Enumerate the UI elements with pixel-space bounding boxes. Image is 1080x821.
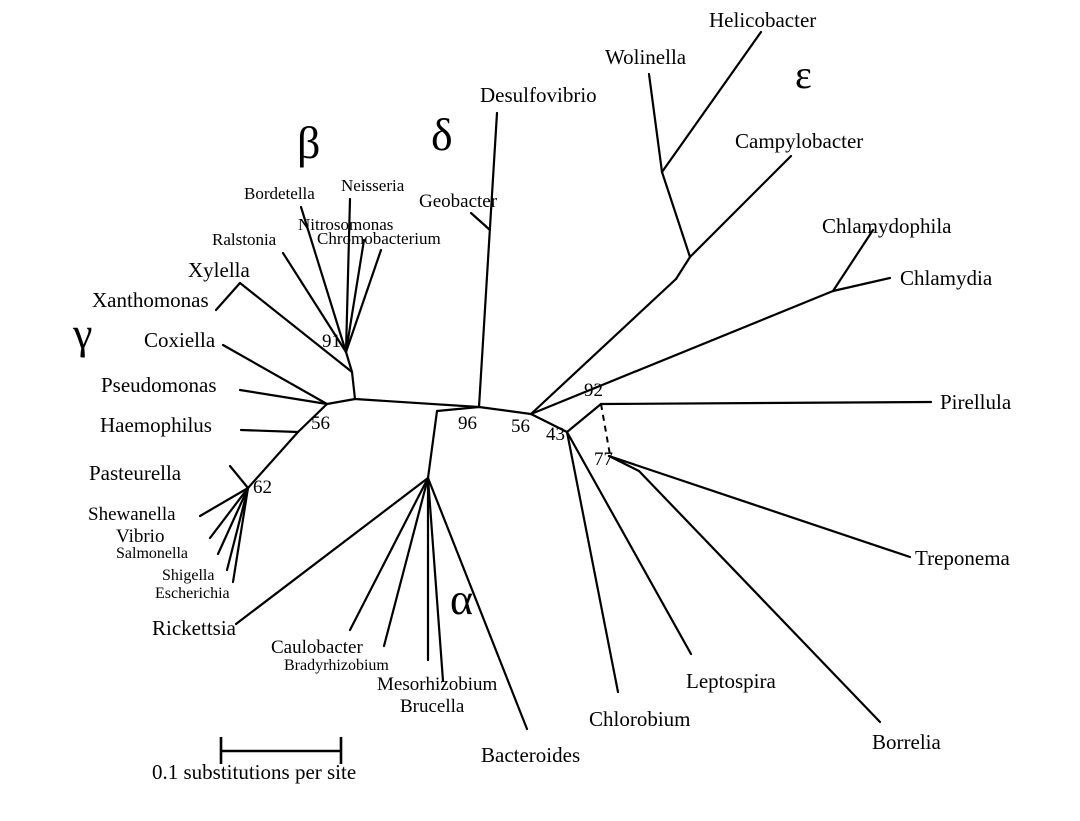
taxon-label-bordetella: Bordetella: [244, 184, 315, 203]
taxon-label-xanthomonas: Xanthomonas: [92, 288, 209, 312]
branch-desulfovibrio: [479, 113, 497, 407]
taxon-label-coxiella: Coxiella: [144, 328, 216, 352]
branch-dashed-92-to-77: [601, 404, 610, 455]
branch-pirellula: [601, 402, 931, 404]
branch-xanthomonas: [216, 283, 240, 310]
taxon-label-pirellula: Pirellula: [940, 390, 1012, 414]
branch-center-right: [479, 407, 531, 414]
taxon-label-caulobacter: Caulobacter: [271, 637, 363, 658]
taxon-label-vibrio: Vibrio: [116, 526, 165, 547]
taxon-label-treponema: Treponema: [915, 546, 1010, 570]
branch-chromobacterium: [346, 250, 381, 352]
taxon-label-pasteurella: Pasteurella: [89, 461, 182, 485]
branch-campylobacter: [690, 156, 791, 257]
branch-rickettsia: [236, 478, 428, 624]
taxon-label-leptospira: Leptospira: [686, 669, 776, 693]
branch-geobacter: [471, 213, 490, 230]
scale-bar-label: 0.1 substitutions per site: [152, 760, 357, 784]
taxon-label-bacteroides: Bacteroides: [481, 743, 581, 767]
taxon-label-wolinella: Wolinella: [605, 45, 687, 69]
branch-center-to-beta-gamma: [355, 399, 479, 407]
taxon-label-escherichia: Escherichia: [155, 585, 230, 602]
taxon-label-neisseria: Neisseria: [341, 176, 405, 195]
taxon-label-campylobacter: Campylobacter: [735, 129, 864, 153]
support-value-77: 77: [594, 449, 613, 470]
taxon-label-desulfovibrio: Desulfovibrio: [480, 83, 597, 107]
taxon-label-haemophilus: Haemophilus: [100, 413, 212, 437]
branch-treponema: [609, 456, 910, 557]
group-label-delta: δ: [431, 109, 453, 160]
branch-epsilon-upper: [662, 172, 690, 257]
support-value-56-gamma: 56: [311, 413, 330, 434]
taxon-label-borrelia: Borrelia: [872, 730, 941, 754]
taxon-label-chlamydia: Chlamydia: [900, 266, 993, 290]
taxon-label-chromobacterium: Chromobacterium: [317, 229, 441, 248]
taxon-label-shigella: Shigella: [162, 567, 215, 584]
taxon-label-helicobacter: Helicobacter: [709, 8, 817, 32]
branch-epsilon-hub: [676, 257, 690, 279]
branch-xylella-stem: [240, 283, 352, 372]
branch-pasteurella: [230, 466, 248, 488]
branch-alpha-stem: [428, 411, 437, 478]
branch-epsilon-stem: [531, 279, 676, 414]
branch-wolinella: [649, 74, 662, 172]
taxon-label-nitrosomonas: Nitrosomonas: [298, 215, 394, 234]
taxon-label-chlamydophila: Chlamydophila: [822, 214, 952, 238]
branch-chlamydophila: [833, 230, 873, 291]
branch-beta-gamma-hub: [352, 372, 355, 399]
support-value-56-right: 56: [511, 416, 530, 437]
support-value-96: 96: [458, 413, 477, 434]
branch-gamma-hub: [327, 399, 355, 404]
branch-caulobacter: [350, 478, 428, 630]
taxon-label-mesorhizobium: Mesorhizobium: [377, 674, 498, 695]
branch-node43-to-92: [567, 404, 601, 432]
branch-chlamydiae-stem: [531, 291, 833, 414]
support-value-62: 62: [253, 477, 272, 498]
group-label-epsilon: ε: [795, 52, 812, 97]
taxon-label-bradyrhizobium: Bradyrhizobium: [284, 657, 389, 674]
taxon-label-shewanella: Shewanella: [88, 504, 176, 525]
taxon-label-xylella: Xylella: [188, 258, 250, 282]
taxon-label-ralstonia: Ralstonia: [212, 230, 277, 249]
support-value-92: 92: [584, 380, 603, 401]
taxon-label-rickettsia: Rickettsia: [152, 616, 236, 640]
taxon-label-salmonella: Salmonella: [116, 545, 188, 562]
branch-bradyrhizobium: [384, 478, 428, 646]
group-label-gamma: γ: [73, 309, 93, 358]
taxon-label-brucella: Brucella: [400, 696, 465, 717]
branch-haemophilus: [241, 430, 298, 432]
branch-chlorobium: [567, 432, 618, 692]
group-label-alpha: α: [450, 575, 474, 624]
taxon-label-geobacter: Geobacter: [419, 191, 498, 212]
group-label-beta: β: [297, 117, 321, 168]
taxon-label-pseudomonas: Pseudomonas: [101, 373, 217, 397]
support-value-91: 91: [322, 331, 341, 352]
support-value-43: 43: [546, 424, 565, 445]
taxon-label-chlorobium: Chlorobium: [589, 707, 691, 731]
